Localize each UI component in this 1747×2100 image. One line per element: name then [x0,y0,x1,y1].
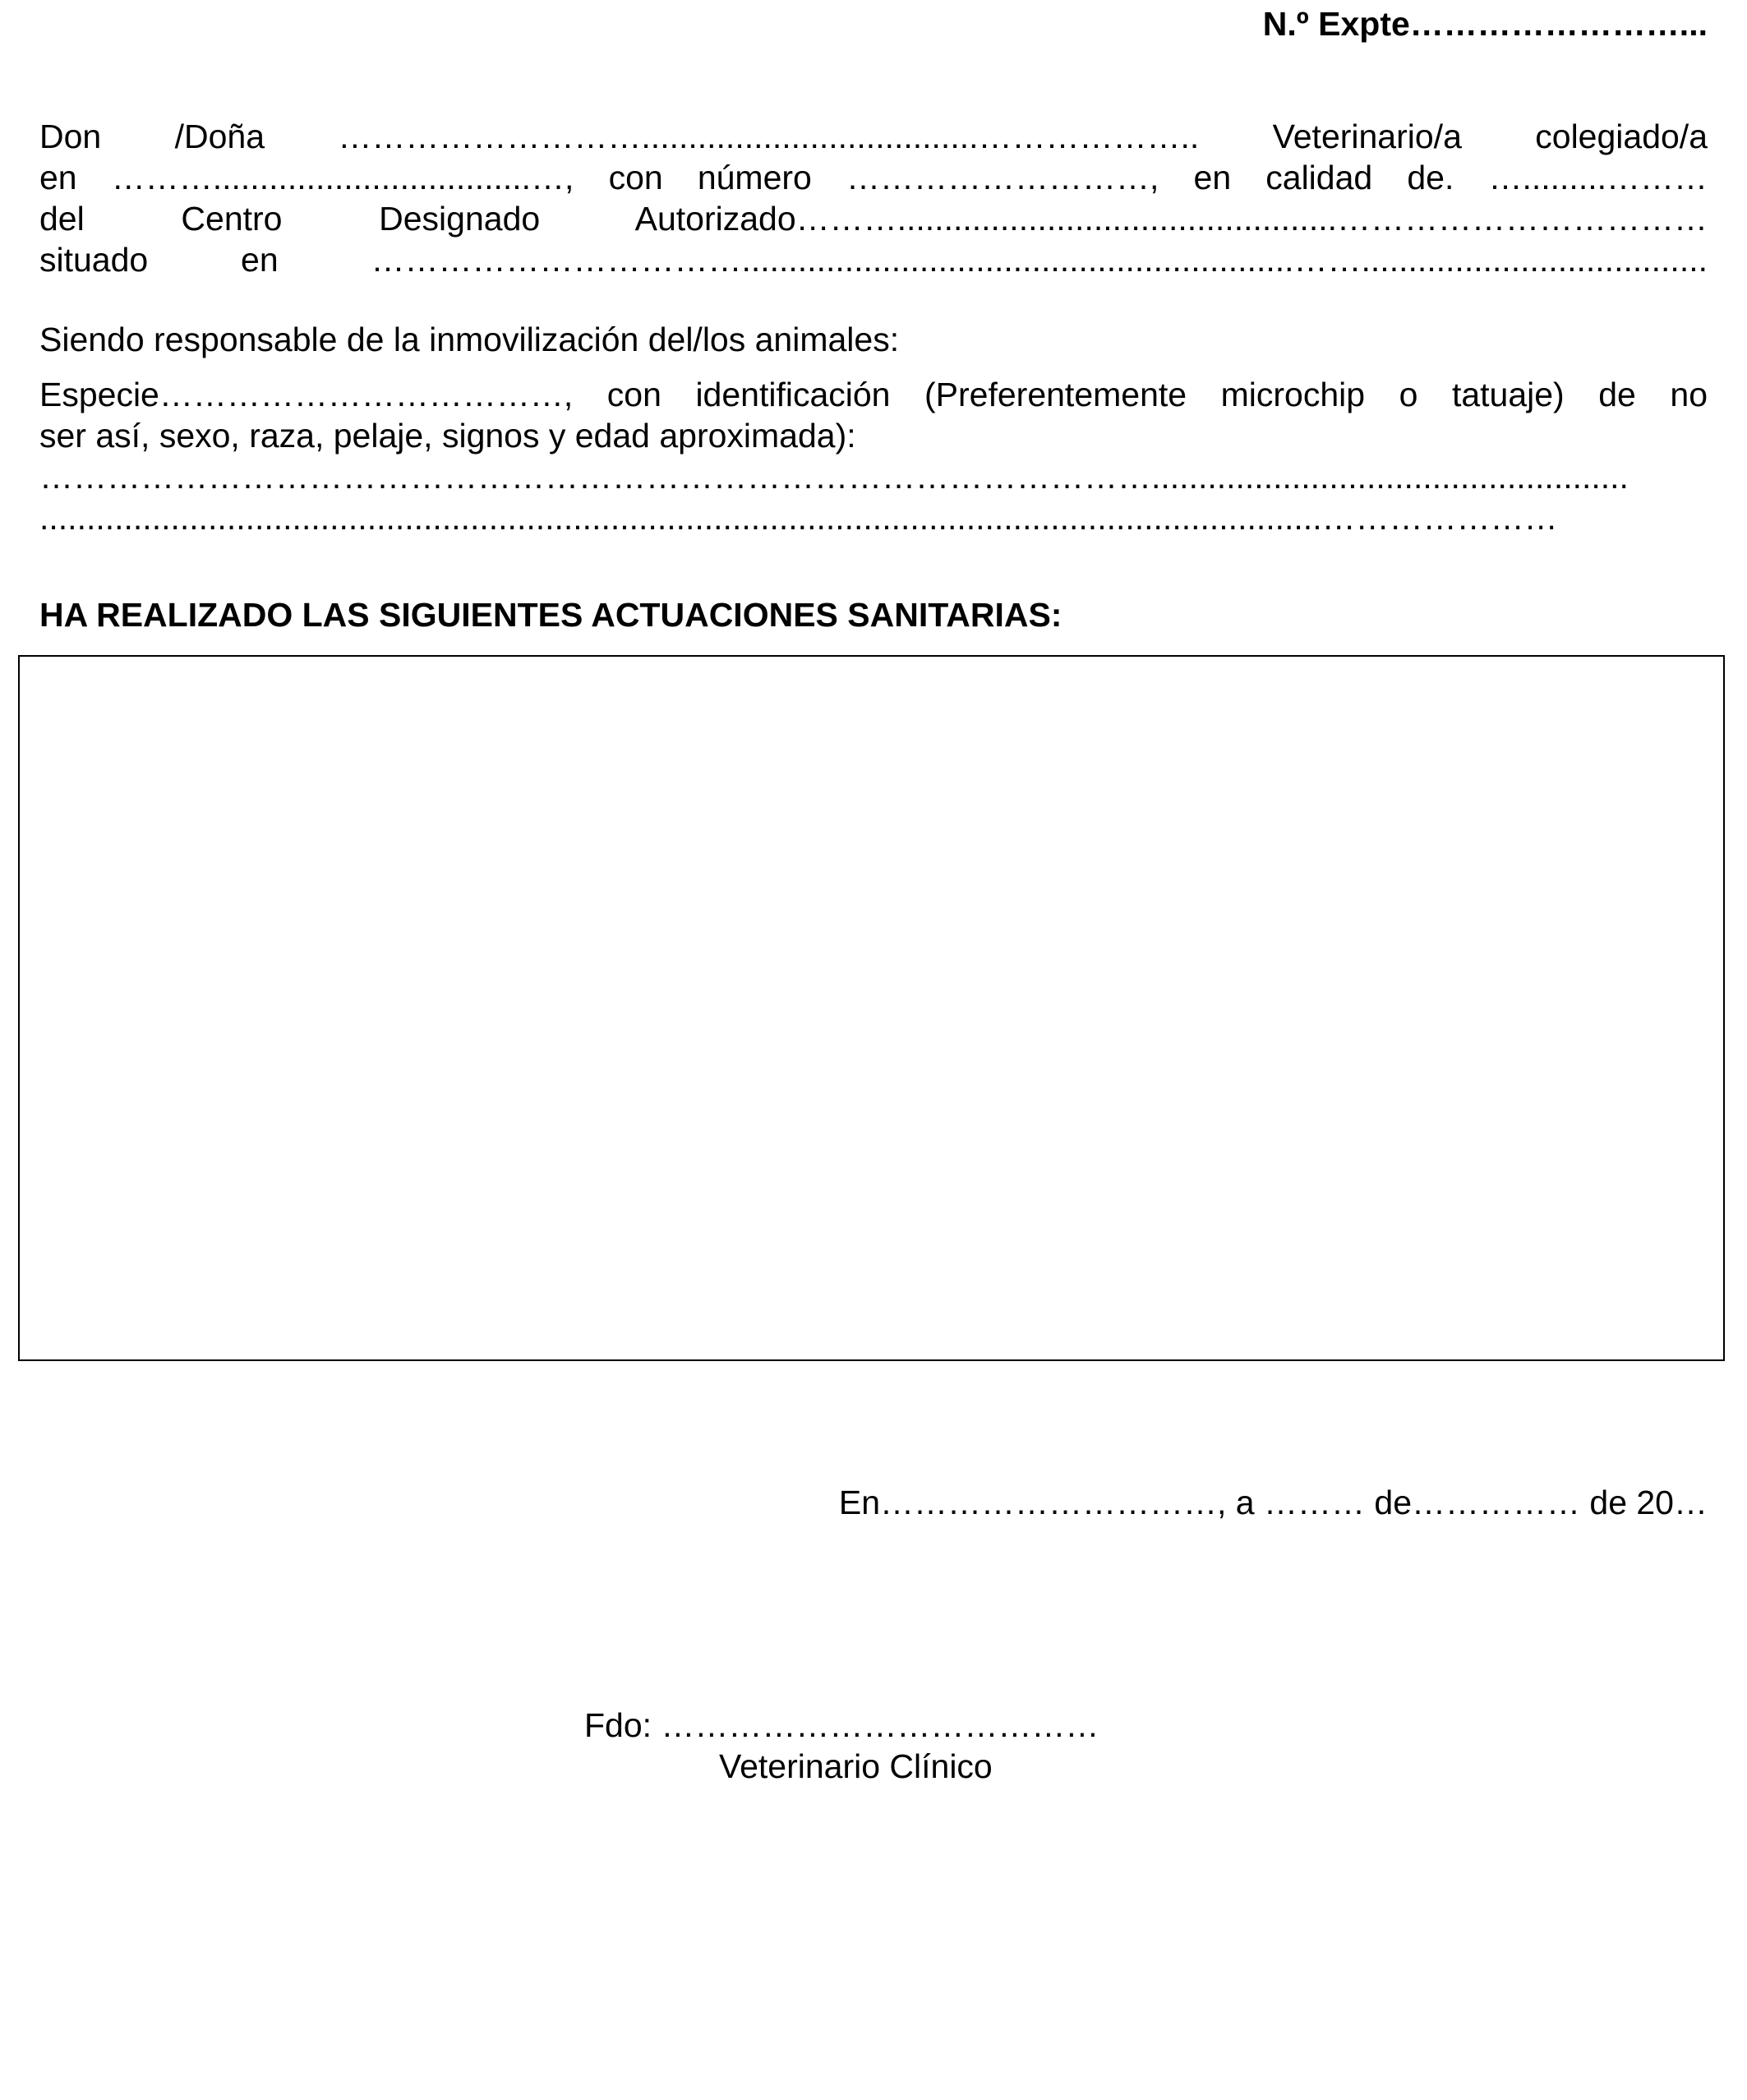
designated-center-line: del Centro Designado Autorizado………...............................................…………………………… [39,200,1708,238]
signature-role: Veterinario Clínico [719,1747,993,1785]
expediente-number: N.º Expte……………………... [1262,5,1708,43]
place-date-line: En…………………………, a ……… de…………… de 20… [838,1484,1708,1521]
veterinarian-name-line: Don /Doña ………………………....................................……………….. Veterinario/a colegiado/a [39,118,1708,155]
actions-heading: HA REALIZADO LAS SIGUIENTES ACTUACIONES SANITARIAS: [39,596,1062,634]
fill-line-1: ………………………………………………………………………………………................................................... [39,458,1629,496]
location-line: situado en ……………………………...........................................................……..................................... [39,241,1708,279]
responsibility-statement: Siendo responsable de la inmovilización del/los animales: [39,321,900,358]
college-number-line: en ………..................................…, con número ………………………, en calidad de. ….........……… [39,159,1708,196]
signature-line: Fdo: ………………………………… [584,1706,1099,1744]
fill-line-2: .........................................................................................................................................………………… [39,499,1558,537]
species-description-line: ser así, sexo, raza, pelaje, signos y edad aproximada): [39,417,856,455]
species-identification-line: Especie………………………………, con identificación (Preferentemente microchip o tatuaje) de no [39,376,1708,413]
sanitary-actions-box[interactable] [18,655,1725,1361]
